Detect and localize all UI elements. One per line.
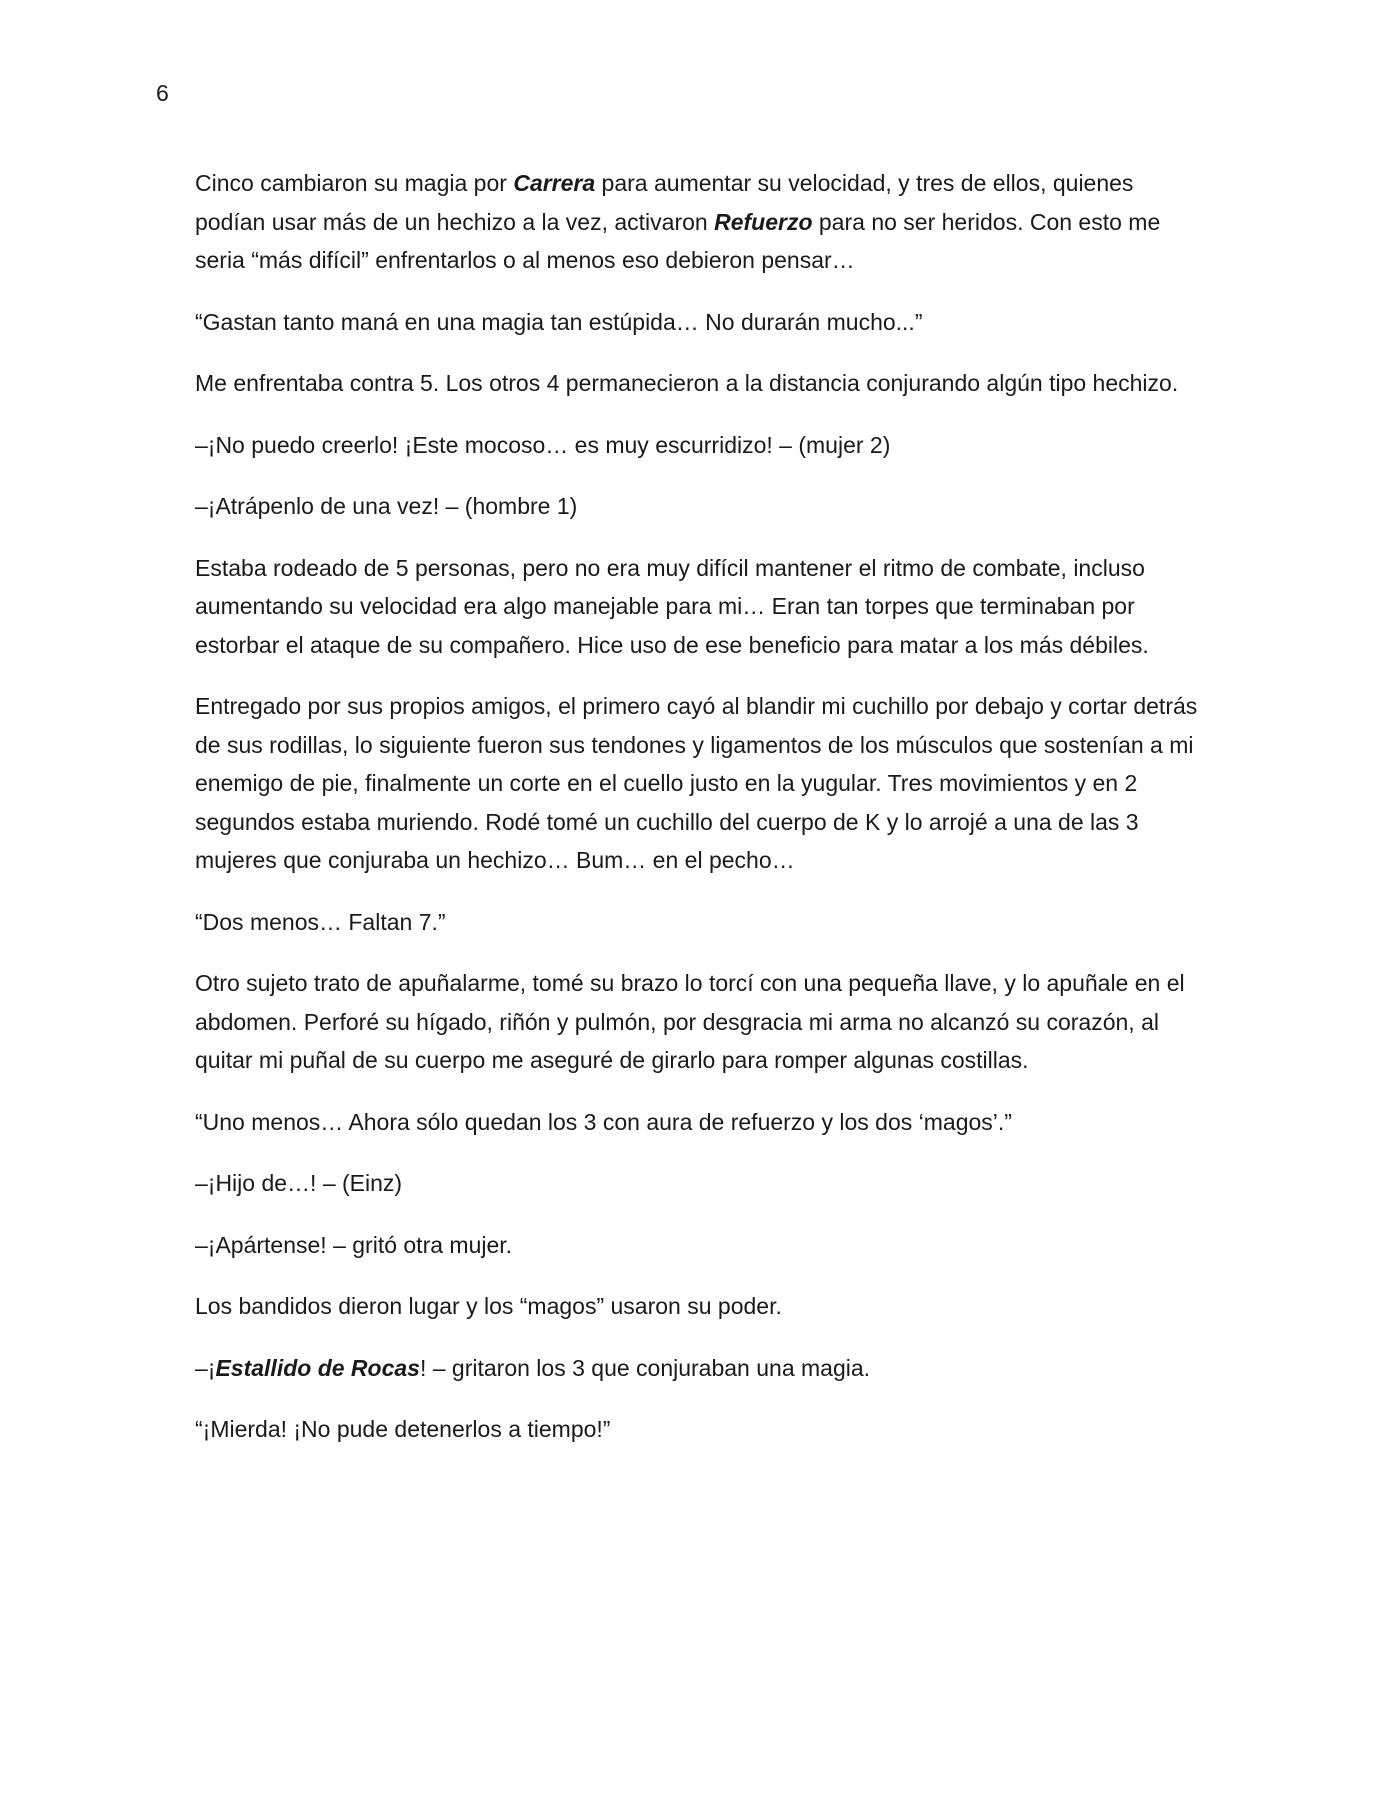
spell-name: Carrera	[513, 170, 596, 196]
text-run: para aumentar su velocidad, y tres de ellos, quienes podían usar más de un hechizo a la vez, activaron	[195, 170, 1134, 235]
dialogue-line	[195, 426, 1205, 465]
dialogue-line	[195, 1349, 1205, 1388]
text-run: –¡Hijo de…! – (Einz)	[195, 1170, 403, 1196]
text-run: Estaba rodeado de 5 personas, pero no era muy difícil mantener el ritmo de combate, incluso aumentando su velocidad era algo manejable para mi… Eran tan torpes que terminaban por estorbar el ataque de su compañero. Hice uso de ese beneficio para matar a los más débiles.	[195, 554, 1149, 658]
thought-line	[195, 1410, 1205, 1449]
paragraph	[195, 687, 1205, 880]
paragraph	[195, 1287, 1205, 1326]
text-run: –¡	[195, 1354, 216, 1381]
text-run: “¡Mierda! ¡No pude detenerlos a tiempo!”	[195, 1416, 611, 1442]
text-run: Cinco cambiaron su magia por	[195, 170, 514, 196]
text-run: Otro sujeto trato de apuñalarme, tomé su brazo lo torcí con una pequeña llave, y lo apuñale en el abdomen. Perforé su hígado, riñón y pulmón, por desgracia mi arma no alcanzó su corazón, al quitar mi puñal de su cuerpo me aseguré de girarlo para romper algunas costillas.	[195, 970, 1185, 1073]
text-run: –¡Atrápenlo de una vez! – (hombre 1)	[195, 493, 578, 519]
page-number: 6	[156, 80, 169, 106]
text-run: –¡No puedo creerlo! ¡Este mocoso… es muy escurridizo! – (mujer 2)	[195, 431, 891, 458]
text-run: “Dos menos… Faltan 7.”	[195, 908, 446, 935]
text-run: para no ser heridos. Con esto me seria “más difícil” enfrentarlos o al menos eso debieron pensar…	[195, 208, 1161, 273]
text-run: –¡Apártense! – gritó otra mujer.	[195, 1231, 513, 1258]
text-run: ! – gritaron los 3 que conjuraban una magia.	[419, 1354, 871, 1381]
dialogue-line	[195, 1164, 1205, 1203]
paragraph	[195, 164, 1205, 280]
paragraph	[195, 364, 1205, 403]
document-body	[195, 164, 1205, 1472]
text-run: Los bandidos dieron lugar y los “magos” usaron su poder.	[195, 1293, 782, 1319]
text-run: Me enfrentaba contra 5. Los otros 4 permanecieron a la distancia conjurando algún tipo hechizo.	[195, 370, 1179, 396]
text-run: “Uno menos… Ahora sólo quedan los 3 con aura de refuerzo y los dos ‘magos’.”	[195, 1108, 1012, 1135]
text-run: Entregado por sus propios amigos, el primero cayó al blandir mi cuchillo por debajo y cortar detrás de sus rodillas, lo siguiente fueron sus tendones y ligamentos de los músculos que sostenían a mi enemigo de pie, finalmente un corte en el cuello justo en la yugular. Tres movimientos y en 2 segundos estaba muriendo. Rodé tomé un cuchillo del cuerpo de K y lo arrojé a una de las 3 mujeres que conjuraba un hechizo… Bum… en el pecho…	[195, 693, 1198, 873]
spell-name: Estallido de Rocas	[215, 1354, 420, 1381]
thought-line	[195, 1103, 1205, 1142]
dialogue-line	[195, 1226, 1205, 1265]
thought-line	[195, 303, 1205, 342]
spell-name: Refuerzo	[714, 208, 813, 235]
text-run: “Gastan tanto maná en una magia tan estúpida… No durarán mucho...”	[195, 308, 923, 335]
thought-line	[195, 903, 1205, 942]
paragraph	[195, 964, 1205, 1080]
dialogue-line	[195, 487, 1205, 526]
paragraph	[195, 549, 1205, 665]
